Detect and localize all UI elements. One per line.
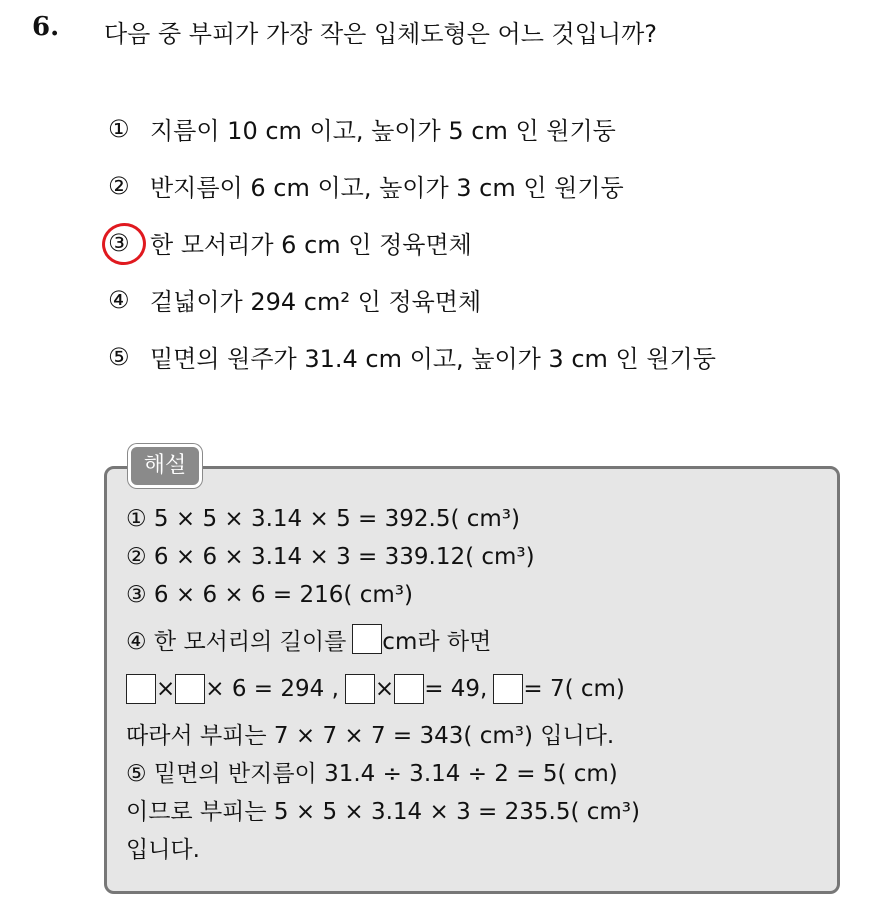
option-text: 한 모서리가 6 cm 인 정육면체 <box>150 231 472 259</box>
solution-line: ① 5 × 5 × 3.14 × 5 = 392.5( cm³) <box>126 506 520 532</box>
blank-box <box>394 674 424 704</box>
blank-box <box>126 674 156 704</box>
option-list <box>108 100 716 385</box>
solution-line-5 <box>126 664 640 714</box>
solution-op: = 49, <box>424 676 488 702</box>
question-text: 다음 중 부피가 가장 작은 입체도형은 어느 것입니까? <box>104 20 658 48</box>
blank-box <box>352 624 382 654</box>
option-text: 지름이 10 cm 이고, 높이가 5 cm 인 원기둥 <box>150 117 616 145</box>
option-4[interactable] <box>108 271 716 328</box>
solution-line-4-post: cm라 하면 <box>382 628 492 655</box>
solution-line: 입니다. <box>126 836 200 863</box>
option-mark: ① <box>108 114 130 143</box>
option-2[interactable] <box>108 157 716 214</box>
option-1[interactable] <box>108 100 716 157</box>
solution-line: 이므로 부피는 5 × 5 × 3.14 × 3 = 235.5( cm³) <box>126 798 640 825</box>
option-text: 밑면의 원주가 31.4 cm 이고, 높이가 3 cm 인 원기둥 <box>150 345 716 373</box>
solution-line-4 <box>126 614 640 664</box>
solution-line: ⑤ 밑면의 반지름이 31.4 ÷ 3.14 ÷ 2 = 5( cm) <box>126 760 618 787</box>
option-text: 반지름이 6 cm 이고, 높이가 3 cm 인 원기둥 <box>150 174 624 202</box>
solution-op: = 7( cm) <box>523 676 625 702</box>
solution-line-4-pre: ④ 한 모서리의 길이를 <box>126 628 347 655</box>
blank-box <box>175 674 205 704</box>
blank-box <box>493 674 523 704</box>
solution-line: ③ 6 × 6 × 6 = 216( cm³) <box>126 582 413 608</box>
solution-line: ② 6 × 6 × 3.14 × 3 = 339.12( cm³) <box>126 544 535 570</box>
blank-box <box>345 674 375 704</box>
option-mark: ⑤ <box>108 342 130 371</box>
solution-op: × <box>156 676 176 702</box>
option-text: 겉넓이가 294 cm² 인 정육면체 <box>150 288 482 316</box>
option-3[interactable] <box>108 214 716 271</box>
solution-lines <box>126 500 640 866</box>
solution-op: × 6 = 294 , <box>205 676 339 702</box>
solution-op: × <box>374 676 395 702</box>
solution-line: 따라서 부피는 7 × 7 × 7 = 343( cm³) 입니다. <box>126 722 615 749</box>
option-mark: ② <box>108 171 130 200</box>
option-mark: ③ <box>108 228 130 257</box>
option-mark: ④ <box>108 285 130 314</box>
option-5[interactable] <box>108 328 716 385</box>
question-number: 6. <box>32 12 60 42</box>
solution-tag: 해설 <box>128 444 202 488</box>
